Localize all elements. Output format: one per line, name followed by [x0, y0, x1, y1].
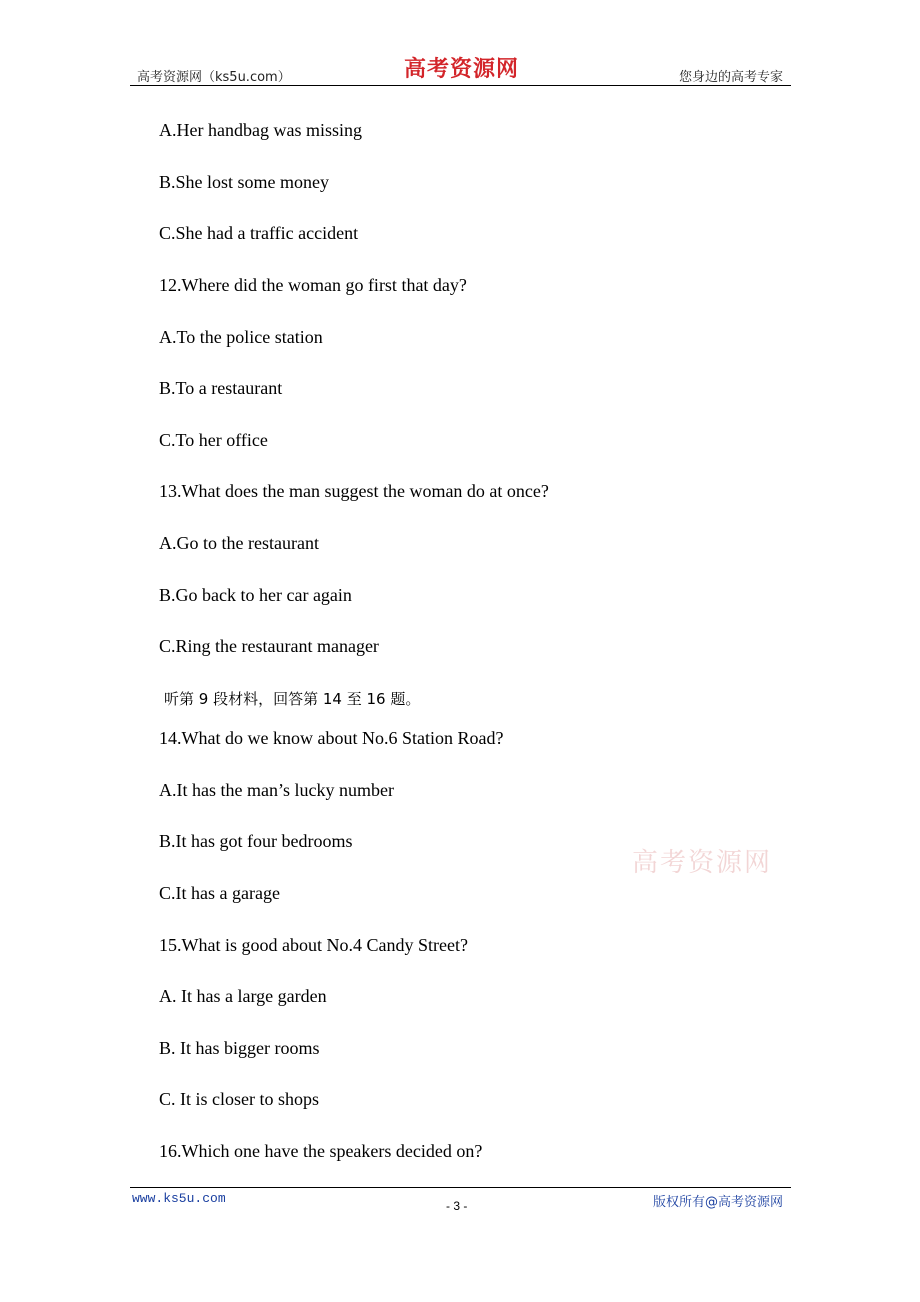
option-11b: B.She lost some money [159, 172, 329, 192]
header-site-name: 高考资源网（ks5u.com） [137, 70, 291, 85]
question-14: 14.What do we know about No.6 Station Road? [159, 728, 504, 748]
header-divider [130, 85, 791, 86]
footer-copyright-link[interactable]: 版权所有@高考资源网 [652, 1195, 783, 1210]
question-13: 13.What does the man suggest the woman do at once? [159, 481, 549, 501]
option-11a: A.Her handbag was missing [159, 120, 362, 140]
site-logo: 高考资源网 [404, 56, 520, 82]
question-15: 15.What is good about No.4 Candy Street? [159, 935, 468, 955]
option-13b: B.Go back to her car again [159, 585, 352, 605]
header-slogan: 您身边的高考专家 [678, 70, 783, 85]
footer-website-link[interactable]: www.ks5u.com [132, 1191, 226, 1206]
footer-divider [130, 1187, 791, 1188]
option-12c: C.To her office [159, 430, 268, 450]
question-16: 16.Which one have the speakers decided on? [159, 1141, 483, 1161]
option-13a: A.Go to the restaurant [159, 533, 319, 553]
option-12b: B.To a restaurant [159, 378, 283, 398]
option-14c: C.It has a garage [159, 883, 280, 903]
option-14b: B.It has got four bedrooms [159, 831, 353, 851]
page-number: - 3 - [446, 1199, 468, 1213]
option-15c: C. It is closer to shops [159, 1089, 319, 1109]
option-12a: A.To the police station [159, 327, 323, 347]
option-13c: C.Ring the restaurant manager [159, 636, 379, 656]
watermark: 高考资源网 [632, 848, 773, 878]
option-15a: A. It has a large garden [159, 986, 327, 1006]
option-11c: C.She had a traffic accident [159, 223, 359, 243]
option-14a: A.It has the man’s lucky number [159, 780, 394, 800]
section-instruction: 听第 9 段材料，回答第 14 至 16 题。 [164, 690, 421, 708]
question-12: 12.Where did the woman go first that day? [159, 275, 467, 295]
option-15b: B. It has bigger rooms [159, 1038, 320, 1058]
